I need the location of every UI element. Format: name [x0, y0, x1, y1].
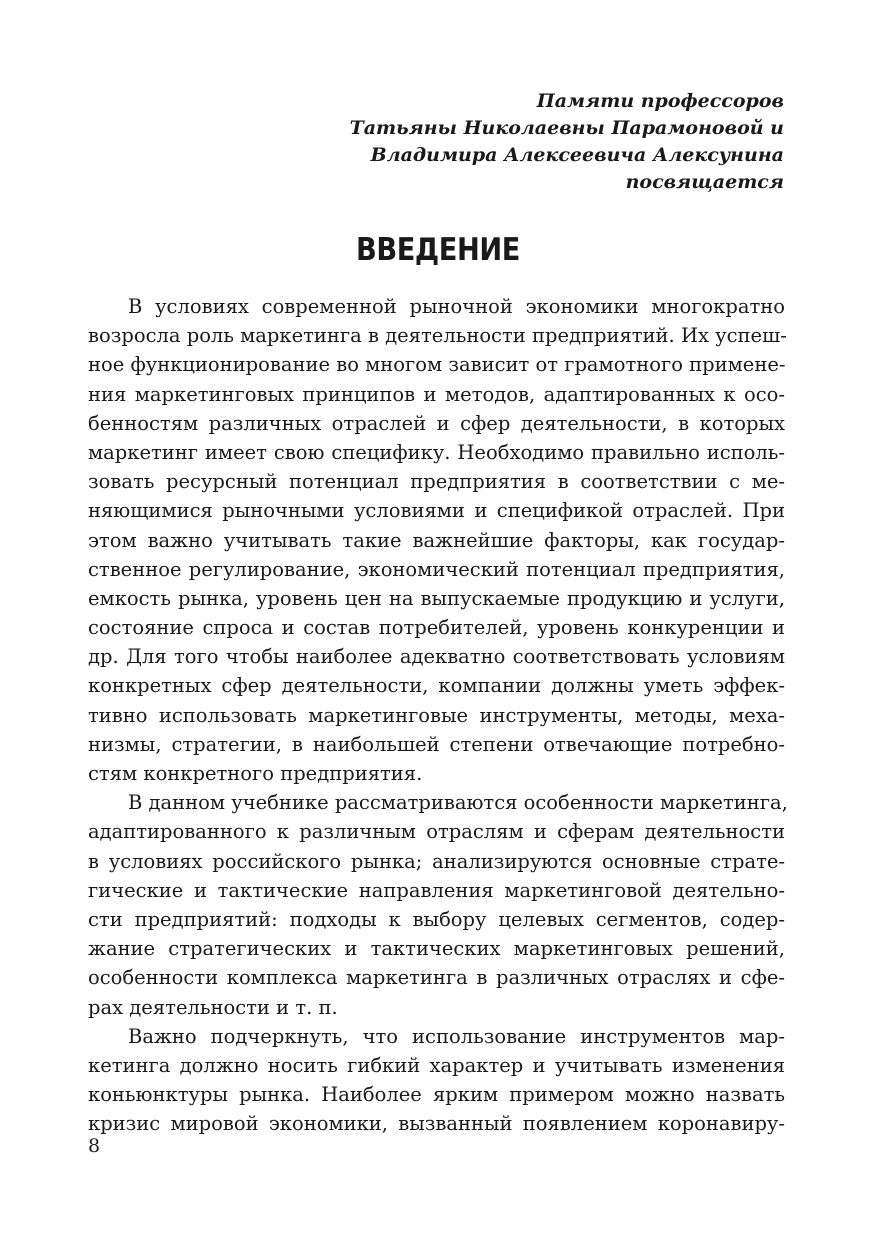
body-text — [88, 292, 788, 1138]
text-line: возросла роль маркетинга в деятельности предприятий. Их успеш- — [88, 324, 787, 348]
text-line: состояние спроса и состав потребителей, уровень конкуренции и — [88, 616, 785, 640]
text-line: маркетинг имеет свою специфику. Необходимо правильно исполь- — [88, 440, 785, 464]
text-line: гические и тактические направления маркетинговой деятельно- — [88, 878, 785, 902]
text-line: Важно подчеркнуть, что использование инструментов мар- — [128, 1024, 785, 1048]
text-line: ственное регулирование, экономический потенциал предприятия, — [88, 557, 785, 581]
text-line: зовать ресурсный потенциал предприятия в соответствии с ме- — [88, 470, 785, 494]
text-line: этом важно учитывать такие важнейшие факторы, как государ- — [88, 528, 785, 552]
text-line: В данном учебнике рассматриваются особенности маркетинга, — [128, 791, 788, 815]
text-line: стям конкретного предприятия. — [88, 762, 423, 785]
text-line: В условиях современной рыночной экономики многократно — [128, 295, 785, 318]
text-line: коньюнктуры рынка. Наиболее ярким примером можно назвать — [88, 1083, 785, 1107]
text-line: в условиях российского рынка; анализируются основные страте- — [88, 849, 785, 873]
text-line: особенности комплекса маркетинга в различных отраслях и сфе- — [88, 966, 785, 990]
text-line: тивно использовать маркетинговые инструменты, методы, меха- — [88, 703, 785, 727]
text-line: емкость рынка, уровень цен на выпускаемые продукцию и услуги, — [88, 586, 785, 610]
text-line: жание стратегических и тактических маркетинговых решений, — [88, 937, 785, 961]
dedication-line: Памяти профессоров — [536, 90, 784, 112]
text-line: кризис мировой экономики, вызванный появлением коронавиру- — [88, 1112, 785, 1136]
page-title: ВВЕДЕНИЕ — [356, 232, 520, 268]
text-line: ния маркетинговых принципов и методов, адаптированных к осо- — [88, 382, 785, 406]
dedication — [350, 88, 784, 196]
text-line: ное функционирование во многом зависит от грамотного примене- — [88, 353, 786, 377]
page-number: 8 — [88, 1135, 101, 1157]
dedication-line: посвящается — [625, 171, 784, 193]
text-line: няющимися рыночными условиями и спецификой отраслей. При — [88, 499, 785, 523]
text-line: сти предприятий: подходы к выбору целевых сегментов, содер- — [88, 907, 785, 931]
dedication-line: Татьяны Николаевны Парамоновой и — [349, 117, 784, 139]
dedication-line: Владимира Алексеевича Алексунина — [370, 144, 784, 166]
text-line: бенностям различных отраслей и сфер деятельности, в которых — [88, 411, 785, 435]
text-line: кетинга должно носить гибкий характер и учитывать изменения — [88, 1053, 785, 1077]
text-line: конкретных сфер деятельности, компании должны уметь эффек- — [88, 674, 785, 698]
text-line: низмы, стратегии, в наибольшей степени отвечающие потребно- — [88, 732, 785, 756]
text-line: др. Для того чтобы наиболее адекватно соответствовать условиям — [88, 645, 785, 669]
text-line: рах деятельности и т. п. — [88, 995, 338, 1019]
text-line: адаптированного к различным отраслям и сферам деятельности — [88, 820, 785, 844]
